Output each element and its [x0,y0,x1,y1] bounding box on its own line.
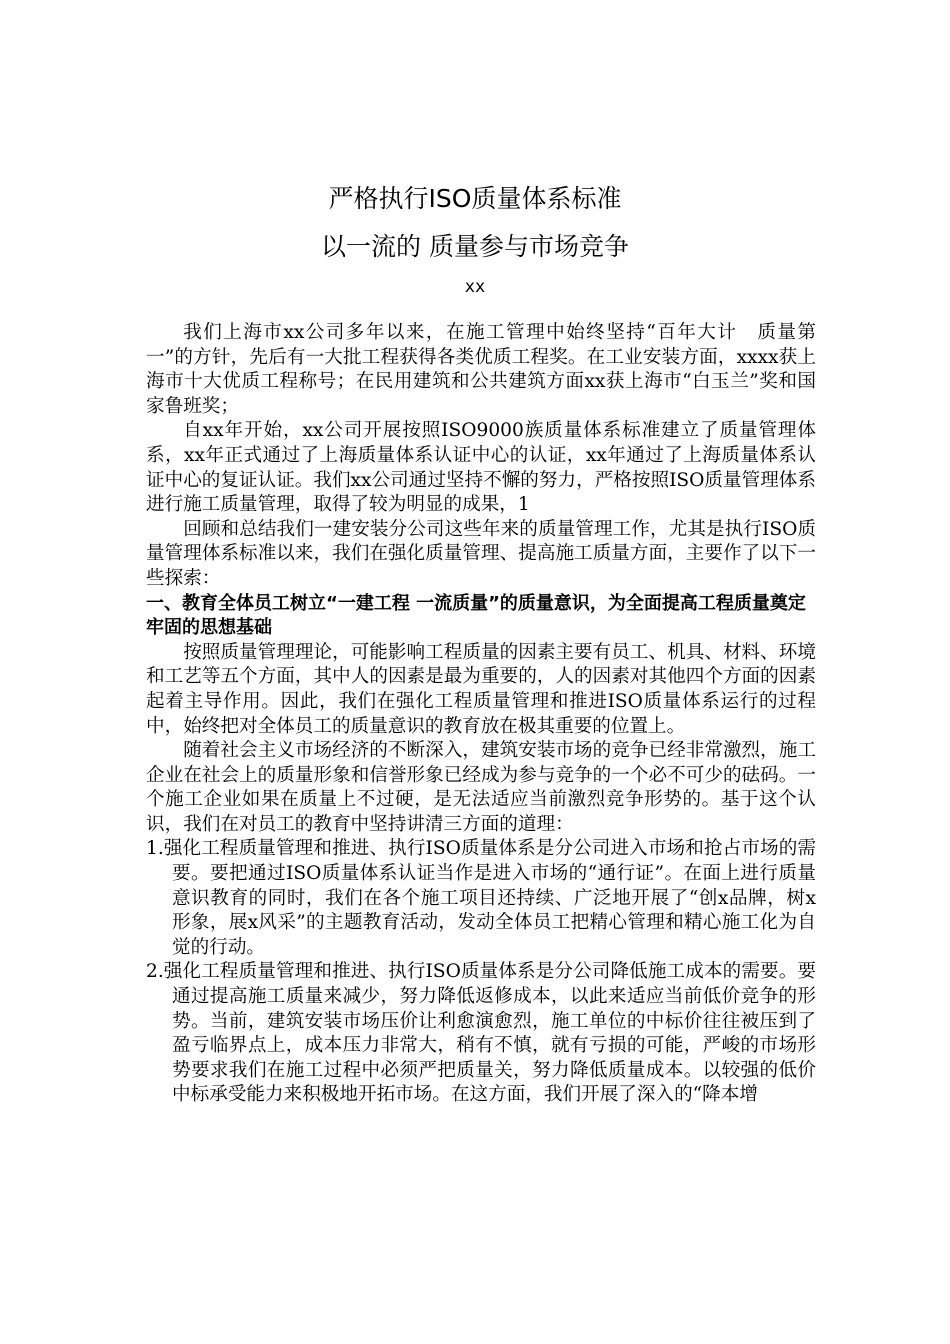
numbered-list-item: 1.强化工程质量管理和推进、执行ISO质量体系是分公司进入市场和抢占市场的需要。要把通过ISO质量体系认证当作是进入市场的“通行证”。在面上进行质量意识教育的同时，我们在各个施工项目还持续、广泛地开展了“创x品牌，树x形象，展x风采”的主题教育活动，发动全体员工把精心管理和精心施工化为自觉的行动。 [146,838,816,958]
document-title-line-1: 严格执行ISO质量体系标准 [328,184,622,213]
document-title-line-2: 以一流的 质量参与市场竞争 [321,232,629,261]
paragraph: 按照质量管理理论，可能影响工程质量的因素主要有员工、机具、材料、环境和工艺等五个方面，其中人的因素是最为重要的，人的因素对其他四个方面的因素起着主导作用。因此，我们在强化工程质量管理和推进ISO质量体系运行的过程中，始终把对全体员工的质量意识的教育放在极其重要的位置上。 [146,641,816,737]
section-heading: 一、教育全体员工树立“一建工程 一流质量”的质量意识，为全面提高工程质量奠定牢固的思想基础 [146,592,806,639]
paragraph: 我们上海市xx公司多年以来，在施工管理中始终坚持“百年大计 质量第一”的方针，先后有一大批工程获得各类优质工程奖。在工业安装方面，xxxx获上海市十大优质工程称号；在民用建筑和公共建筑方面xx获上海市“白玉兰”奖和国家鲁班奖； [146,322,816,417]
document-body [146,321,816,1108]
paragraph: 自xx年开始，xx公司开展按照ISO9000族质量体系标准建立了质量管理体系，xx年正式通过了上海质量体系认证中心的认证，xx年通过了上海质量体系认证中心的复证认证。我们xx公司通过坚持不懈的努力，严格按照ISO质量管理体系进行施工质量管理，取得了较为明显的成果，1 [146,420,816,516]
document-author: xx [464,277,486,297]
paragraph: 回顾和总结我们一建安装分公司这些年来的质量管理工作，尤其是执行ISO质量管理体系标准以来，我们在强化质量管理、提高施工质量方面，主要作了以下一些探索： [146,518,816,589]
numbered-list-item: 2.强化工程质量管理和推进、执行ISO质量体系是分公司降低施工成本的需要。要通过提高施工质量来减少，努力降低返修成本，以此来适应当前低价竞争的形势。当前，建筑安装市场压价让利愈演愈烈，施工单位的中标价往往被压到了盈亏临界点上，成本压力非常大，稍有不慎，就有亏损的可能，严峻的市场形势要求我们在施工过程中必须严把质量关，努力降低质量成本。以较强的低价中标承受能力来积极地开拓市场。在这方面，我们开展了深入的“降本增 [146,961,816,1106]
paragraph: 随着社会主义市场经济的不断深入，建筑安装市场的竞争已经非常激烈，施工企业在社会上的质量形象和信誉形象已经成为参与竞争的一个必不可少的砝码。一个施工企业如果在质量上不过硬，是无法适应当前激烈竞争形势的。基于这个认识，我们在对员工的教育中坚持讲清三方面的道理： [146,740,816,835]
